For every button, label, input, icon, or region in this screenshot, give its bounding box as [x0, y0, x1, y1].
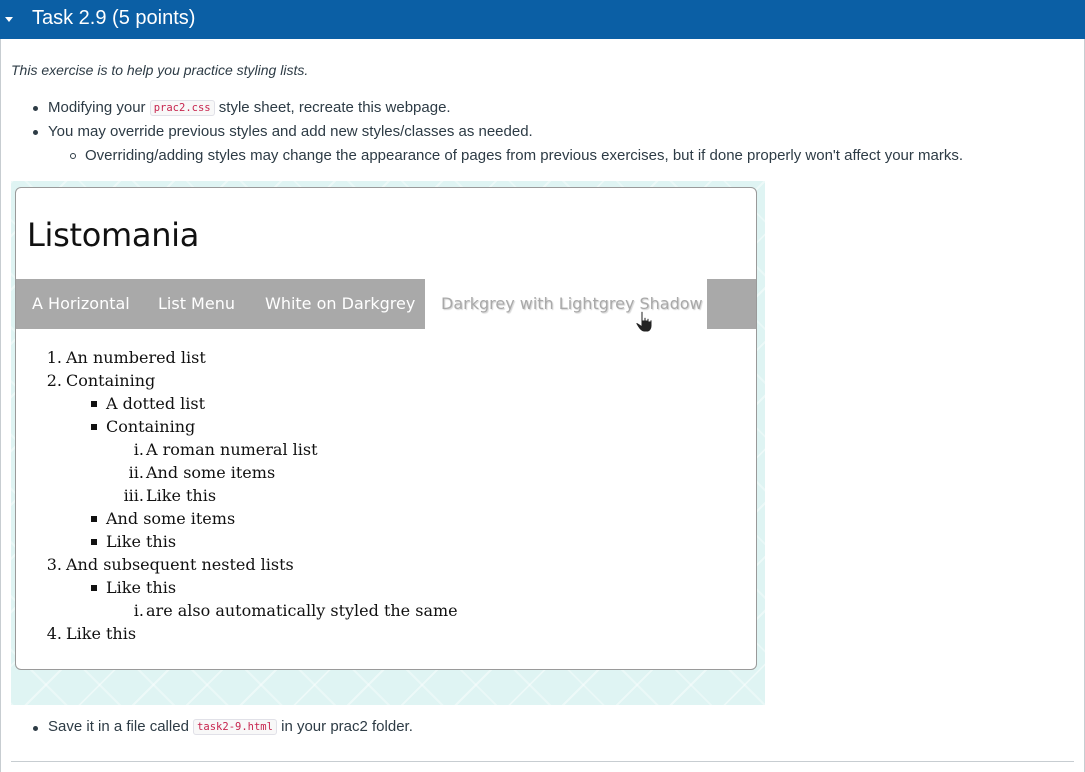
save-instruction	[48, 718, 413, 735]
list-marker: 2.	[46, 371, 62, 390]
list-item: Containing	[66, 371, 156, 390]
caret-down-icon[interactable]	[5, 17, 13, 22]
instruction-subitem: Overriding/adding styles may change the appearance of pages from previous exercises, but if done properly won't affect your marks.	[85, 147, 964, 164]
divider	[11, 761, 1074, 762]
list-item: Like this	[66, 624, 137, 643]
page-heading: Listomania	[27, 216, 200, 254]
nav-item-a-horizontal[interactable]: A Horizontal	[32, 294, 130, 313]
list-marker: i.	[133, 601, 144, 620]
list-item: And some items	[106, 509, 236, 528]
instruction-text: in your prac2 folder.	[281, 718, 413, 735]
nav-item-darkgrey-shadow[interactable]: Darkgrey with Lightgrey Shadow	[425, 279, 707, 329]
list-marker: iii.	[123, 486, 144, 505]
frame-border-left	[0, 39, 1, 772]
instruction-item-2: You may override previous styles and add new styles/classes as needed.	[48, 123, 533, 140]
intro-text: This exercise is to help you practice styling lists.	[11, 62, 309, 78]
list-square-marker	[91, 539, 97, 545]
bullet-circle	[70, 153, 76, 159]
instruction-text: Save it in a file called	[48, 718, 189, 735]
list-item: Like this	[106, 578, 177, 597]
list-square-marker	[91, 585, 97, 591]
list-item: Like this	[146, 486, 217, 505]
list-marker: ii.	[128, 463, 144, 482]
horizontal-nav-menu	[16, 279, 757, 329]
list-item: And subsequent nested lists	[66, 555, 294, 574]
nav-item-white-on-darkgrey[interactable]: White on Darkgrey	[265, 294, 416, 313]
instruction-text: Modifying your	[48, 99, 146, 116]
list-marker: 4.	[46, 624, 62, 643]
task-title[interactable]: Task 2.9 (5 points)	[32, 7, 196, 29]
list-item: are also automatically styled the same	[146, 601, 458, 620]
bullet-dot	[33, 130, 38, 135]
instruction-text: style sheet, recreate this webpage.	[218, 99, 451, 116]
task-header[interactable]	[0, 0, 1085, 39]
list-item: A roman numeral list	[146, 440, 318, 459]
code-task2-9-html: task2-9.html	[193, 719, 277, 735]
code-prac2-css: prac2.css	[150, 100, 215, 116]
list-item: Containing	[106, 417, 196, 436]
list-square-marker	[91, 424, 97, 430]
list-item: An numbered list	[66, 348, 206, 367]
instruction-item-1	[48, 99, 451, 116]
list-square-marker	[91, 516, 97, 522]
bullet-dot	[33, 106, 38, 111]
list-item: Like this	[106, 532, 177, 551]
list-marker: i.	[133, 440, 144, 459]
preview-card	[15, 187, 757, 670]
bullet-dot	[33, 726, 38, 731]
list-item: A dotted list	[106, 394, 206, 413]
preview-image	[11, 181, 765, 705]
list-item: And some items	[146, 463, 276, 482]
list-square-marker	[91, 401, 97, 407]
hand-pointer-cursor-icon	[635, 311, 655, 333]
nav-item-list-menu[interactable]: List Menu	[158, 294, 235, 313]
list-marker: 1.	[46, 348, 62, 367]
list-marker: 3.	[46, 555, 62, 574]
